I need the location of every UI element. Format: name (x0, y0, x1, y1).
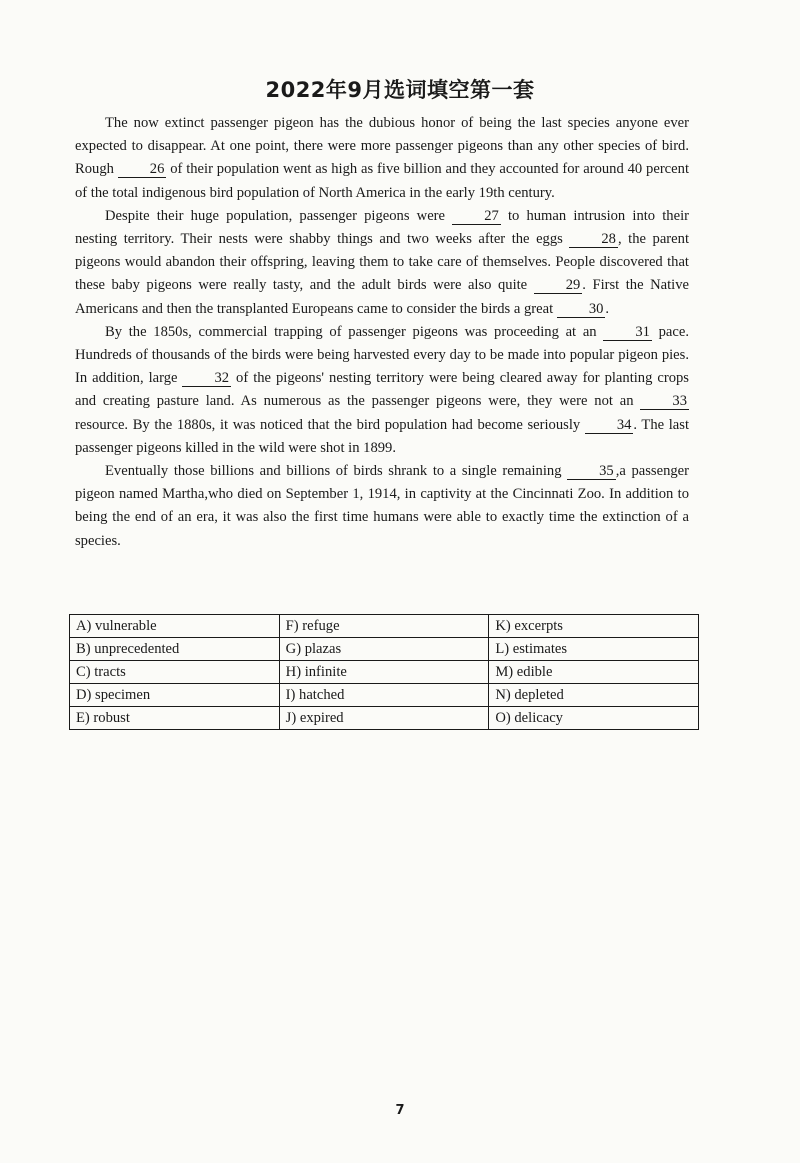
option-cell: K) excerpts (489, 615, 699, 638)
text-span: Eventually those billions and billions of birds shrank to a single remaining (105, 463, 568, 480)
text-span: ,a passenger pigeon named Martha,who died on September 1, 1914, in captivity at the Cincinnati Zoo. In addition to being the end of an era, it was also the first time humans were able to exactly time the extinction of a species. (75, 463, 689, 549)
paragraph-4 (75, 460, 689, 553)
text-span: of their population went as high as five billion and they accounted for around 40 percent of the total indigenous bird population of North America in the early 19th century. (75, 161, 689, 201)
option-cell: F) refuge (279, 615, 489, 638)
option-cell: O) delicacy (489, 707, 699, 730)
text-span: to human intrusion into their nesting territory. Their nests were shabby things and two weeks after the eggs (75, 207, 689, 248)
option-cell: N) depleted (489, 684, 699, 707)
blank-32: 32 (182, 371, 231, 387)
text-span: Despite their huge population, passenger pigeons were (105, 207, 453, 224)
option-cell: E) robust (70, 707, 280, 730)
passage (75, 112, 689, 553)
blank-35: 35 (567, 464, 616, 480)
option-cell: I) hatched (279, 684, 489, 707)
table-row (70, 661, 699, 684)
blank-31: 31 (603, 325, 652, 341)
option-cell: A) vulnerable (70, 615, 280, 638)
blank-34: 34 (585, 418, 634, 434)
option-cell: J) expired (279, 707, 489, 730)
blank-29: 29 (534, 278, 583, 294)
paragraph-2 (75, 205, 689, 321)
page-number: 7 (395, 1103, 405, 1118)
page-title: 2022年9月选词填空第一套 (265, 78, 535, 102)
blank-33: 33 (640, 394, 689, 410)
blank-26: 26 (118, 162, 167, 178)
text-span: . (605, 300, 610, 317)
option-cell: B) unprecedented (70, 638, 280, 661)
table-row (70, 638, 699, 661)
option-cell: H) infinite (279, 661, 489, 684)
blank-28: 28 (569, 232, 618, 248)
table-row (70, 615, 699, 638)
option-cell: M) edible (489, 661, 699, 684)
text-span: The now extinct passenger pigeon has the dubious honor of being the last species anyone ever expected to disappear. At one point, there were more passenger pigeons than any other species of bird. Rough (75, 115, 689, 178)
text-span: of the pigeons' nesting territory were being cleared away for planting crops and creating pasture land. As numerous as the passenger pigeons were, they were not an (75, 370, 689, 410)
option-cell: G) plazas (279, 638, 489, 661)
table-row (70, 707, 699, 730)
option-cell: D) specimen (70, 684, 280, 707)
option-cell: C) tracts (70, 661, 280, 684)
option-cell: L) estimates (489, 638, 699, 661)
blank-27: 27 (452, 209, 501, 225)
text-span: . The last passenger pigeons killed in the wild were shot in 1899. (75, 416, 690, 456)
text-span: By the 1850s, commercial trapping of passenger pigeons was proceeding at an (105, 323, 604, 340)
table-row (70, 684, 699, 707)
blank-30: 30 (557, 302, 606, 318)
paragraph-3 (75, 321, 689, 460)
word-bank-table (69, 614, 699, 730)
text-span: pace. Hundreds of thousands of the birds were being harvested every day to be made into popular pigeon pies. In addition, large (75, 323, 689, 387)
paragraph-1 (75, 112, 689, 205)
text-span: , the parent pigeons would abandon their offspring, leaving them to take care of themselves. People discovered that these baby pigeons were really tasty, and the adult birds were also quite (75, 231, 689, 294)
text-span: . First the Native Americans and then the transplanted Europeans came to consider the birds a great (75, 277, 689, 317)
text-span: resource. By the 1880s, it was noticed that the bird population had become seriously (75, 416, 585, 433)
